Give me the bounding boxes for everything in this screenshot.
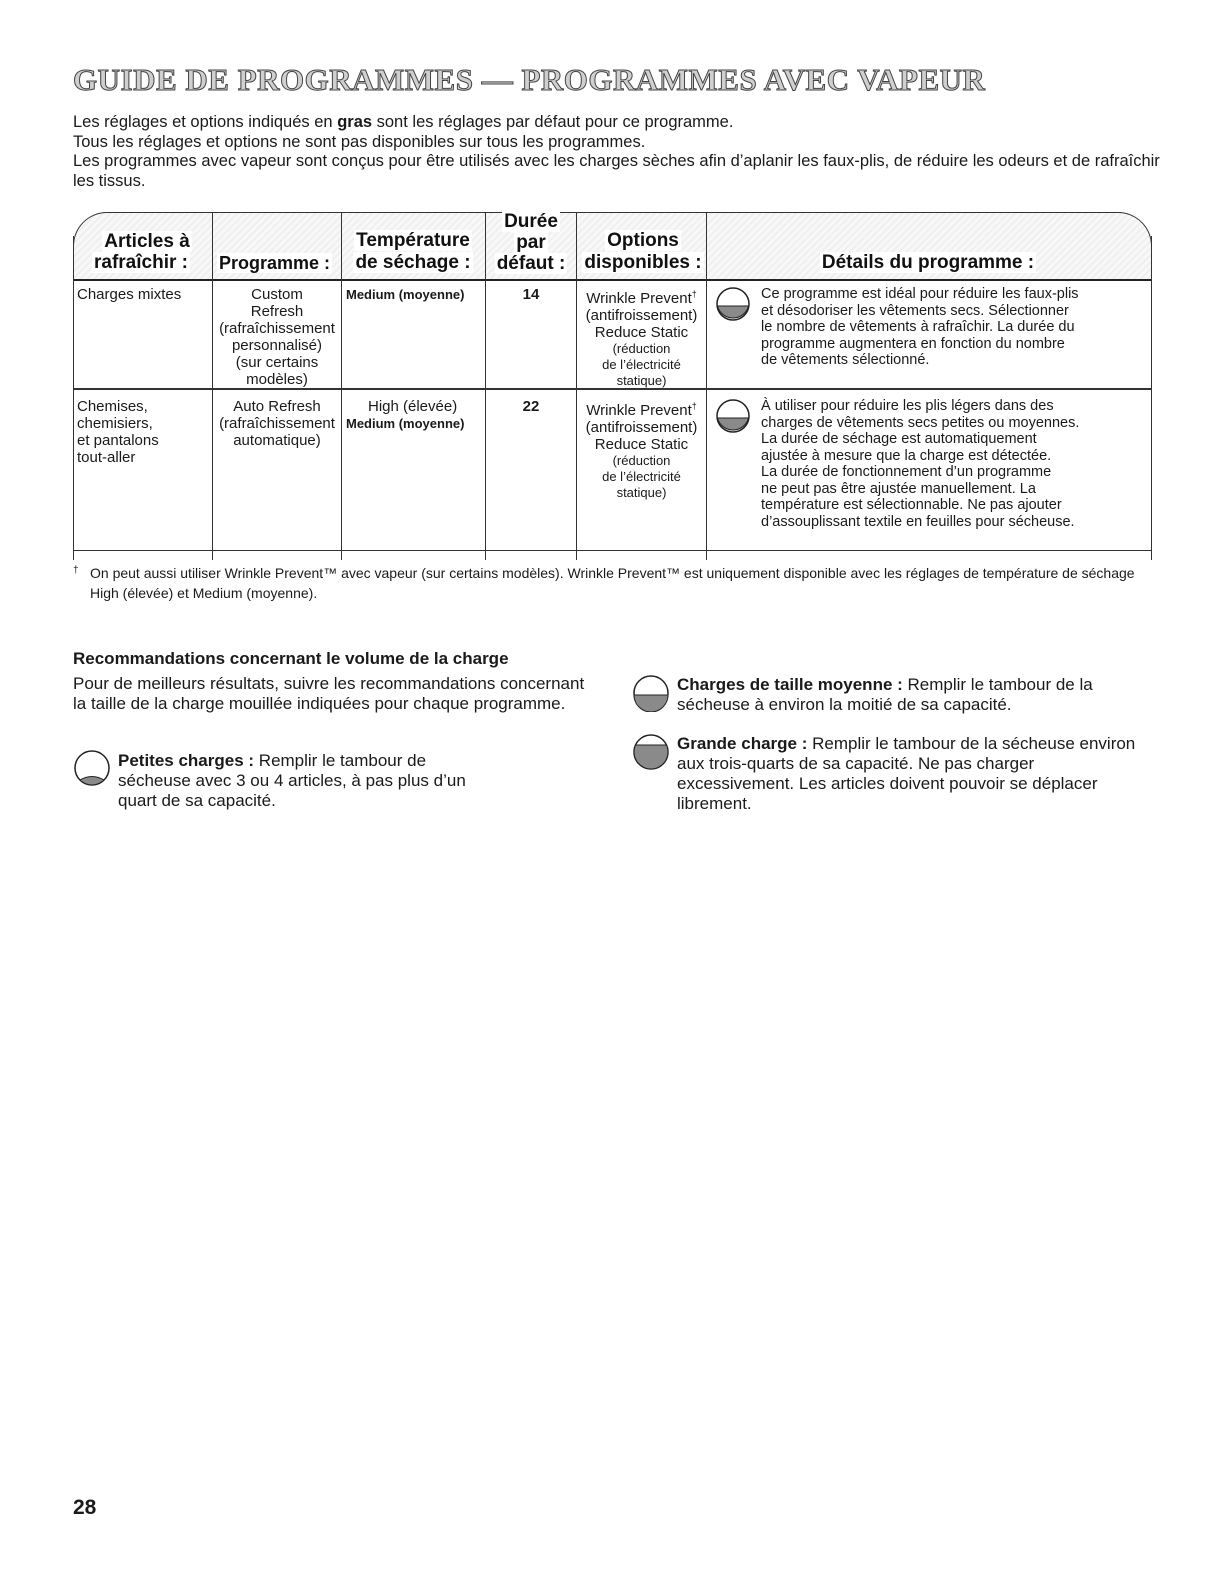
footnote-text: On peut aussi utiliser Wrinkle Prevent™ avec vapeur (sur certains modèles). Wrinkle Prevent™ est uniquement disponible avec les réglages de température de séchage High (élevée) et Medium (moyenne). [90,565,1135,601]
col-line [1151,236,1152,560]
intro-line-1: Les réglages et options indiqués en gras sont les réglages par défaut pour ce programme. [73,113,734,131]
row1-articles: Charges mixtes [77,286,182,303]
row2-details: À utiliser pour réduire les plis légers dans des charges de vêtements secs petites ou moyennes. La durée de séchage est automatiquement ajustée à mesure que la charge est détectée. La durée de fonctionnement d’un programme ne peut pas être ajustée manuellement. La température est sélectionnable. Ne pas ajouter d’assouplissant textile en feuilles pour sécheuse. [761,398,1080,530]
recommendations-title: Recommandations concernant le volume de la charge [73,649,509,668]
col-line [73,236,74,560]
row2-temperature: High (élevée) Medium (moyenne) [346,398,465,431]
page-number: 28 [73,1496,97,1519]
intro-line-3: Les programmes avec vapeur sont conçus pour être utilisés avec les charges sèches afin d’aplanir les faux-plis, de réduire les odeurs et de rafraîchir les tissus. [73,152,1160,190]
large-load-text: Grande charge : Remplir le tambour de la sécheuse environ aux trois-quarts de sa capacité. Ne pas charger excessivement. Les articles doivent pouvoir se déplacer librement. [677,734,1136,813]
row2-articles: Chemises, chemisiers, et pantalons tout-aller [77,398,159,466]
header-details: Détails du programme : [821,252,1035,273]
header-articles: Articles à rafraîchir : [94,231,190,273]
small-load-icon [73,749,111,787]
header-temperature: Température de séchage : [355,230,471,273]
header-duree: Durée par défaut : [496,211,566,274]
footnote-mark: † [73,565,79,576]
header-options: Options disponibles : [584,230,702,273]
small-load-text: Petites charges : Remplir le tambour de sécheuse avec 3 ou 4 articles, à pas plus d’un quart de sa capacité. [118,751,466,810]
half-load-icon [715,398,751,434]
intro-line-2: Tous les réglages et options ne sont pas disponibles sur tous les programmes. [73,132,646,151]
row1-options: Wrinkle Prevent† (antifroissement) Reduce Static (réduction de l’électricité statique) [585,289,698,388]
row2-duree: 22 [522,398,540,415]
medium-load-text: Charges de taille moyenne : Remplir le tambour de la sécheuse à environ la moitié de sa capacité. [677,675,1093,714]
row1-duree: 14 [522,286,540,303]
medium-load-icon [632,674,670,712]
recommendations-intro: Pour de meilleurs résultats, suivre les recommandations concernant la taille de la charge mouillée indiquées pour chaque programme. [73,674,585,713]
col-line [212,212,213,560]
row2-options: Wrinkle Prevent† (antifroissement) Reduce Static (réduction de l’électricité statique) [585,401,698,500]
row1-details: Ce programme est idéal pour réduire les faux-plis et désodoriser les vêtements secs. Sélectionner le nombre de vêtements à rafraîchir. La durée du programme augmentera en fonction du nombre de vêtements sélectionné. [761,286,1079,368]
col-line [485,212,486,560]
col-line [341,212,342,560]
row1-temperature: Medium (moyenne) [346,287,465,302]
page-title: GUIDE DE PROGRAMMES — PROGRAMMES AVEC VAPEUR [73,62,986,97]
col-line [706,212,707,560]
program-table [73,212,1152,560]
large-load-icon [632,733,670,771]
intro-text [73,113,1163,191]
half-load-icon [715,286,751,322]
header-programme: Programme : [219,253,331,273]
row-divider [73,550,1152,551]
row1-programme: Custom Refresh (rafraîchissement personnalisé) (sur certains modèles) [219,286,335,388]
row2-programme: Auto Refresh (rafraîchissement automatique) [219,398,335,449]
